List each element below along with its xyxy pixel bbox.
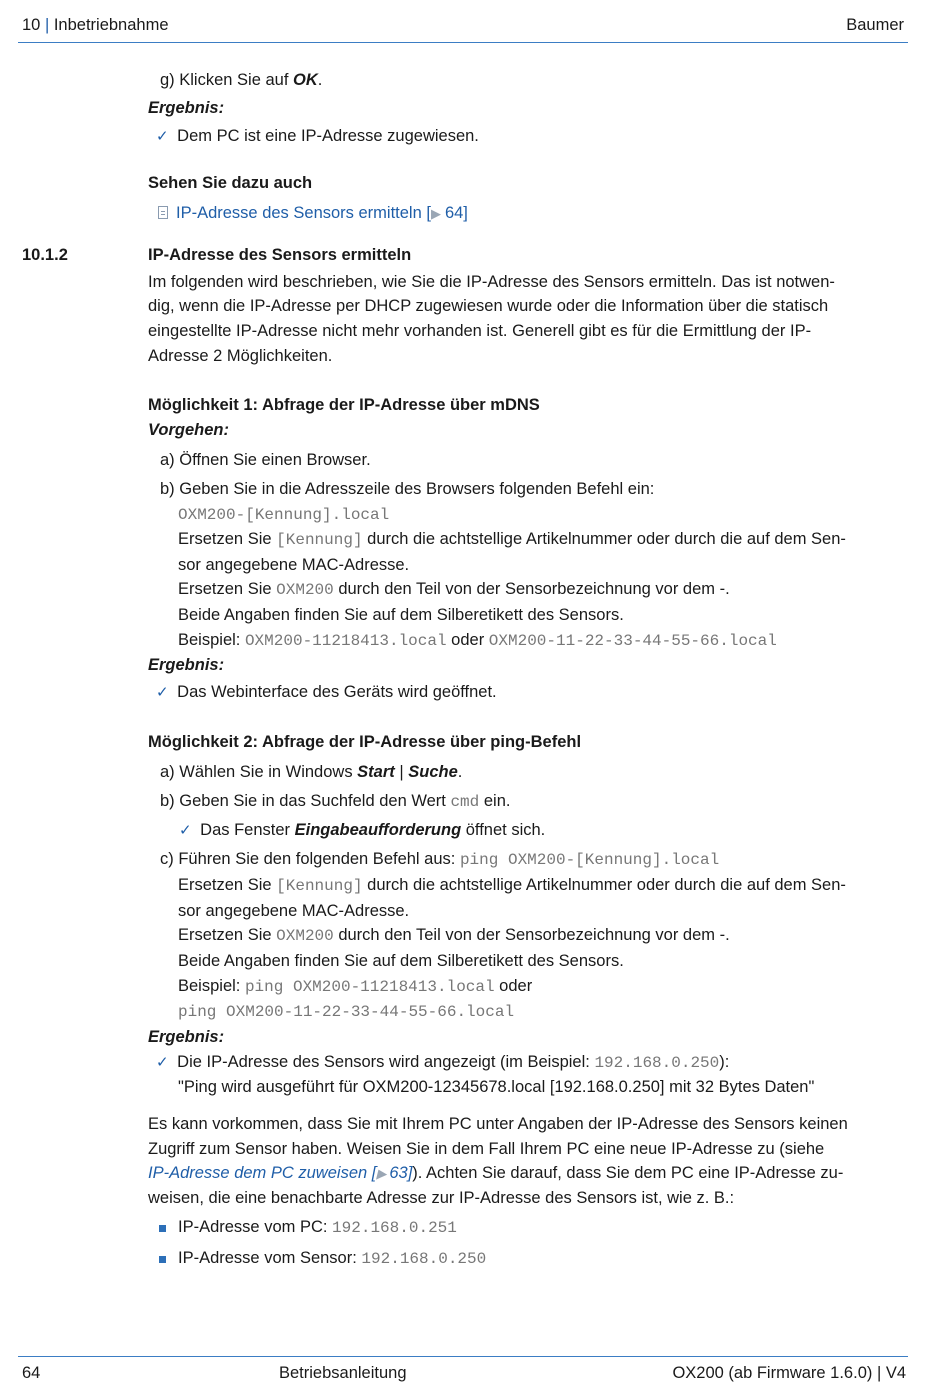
checkmark-icon: ✓ — [156, 684, 169, 701]
option2-replace2 — [178, 926, 730, 945]
intro-line-2: dig, wenn die IP-Adresse per DHCP zugewiesen wurde oder die Information über die statisch — [148, 297, 829, 315]
option1-replace2 — [178, 580, 730, 599]
text: c) Führen Sie den folgenden Befehl aus: — [160, 850, 460, 868]
option1-replace1 — [178, 530, 846, 549]
closing-line-3 — [148, 1164, 843, 1183]
option2-title: Möglichkeit 2: Abfrage der IP-Adresse über ping-Befehl — [148, 733, 582, 751]
result-line — [156, 127, 479, 146]
text: Ersetzen Sie — [178, 926, 277, 944]
closing-line-2: Zugriff zum Sensor haben. Weisen Sie in dem Fall Ihrem PC eine neue IP-Adresse zu (siehe — [148, 1140, 825, 1158]
text: ). Achten Sie darauf, dass Sie dem PC eine IP-Adresse zu- — [412, 1164, 844, 1182]
option2-sub-result — [179, 821, 545, 840]
result-text: Das Webinterface des Geräts wird geöffnet. — [177, 683, 497, 701]
document-icon — [158, 206, 168, 219]
closing-line-1: Es kann vorkommen, dass Sie mit Ihrem PC unter Angaben der IP-Adresse des Sensors keinen — [148, 1115, 848, 1133]
bullet-pc-ip — [178, 1218, 457, 1237]
text: Beispiel: — [178, 631, 245, 649]
square-bullet-icon — [159, 1225, 166, 1232]
code: OXM200-11218413.local — [244, 632, 447, 650]
checkmark-icon: ✓ — [156, 1054, 169, 1071]
code: ping OXM200-[Kennung].local — [459, 851, 720, 869]
code: OXM200 — [276, 581, 334, 599]
header-brand: Baumer — [846, 16, 904, 34]
square-bullet-icon — [159, 1256, 166, 1263]
code: OXM200-11-22-33-44-55-66.local — [488, 632, 777, 650]
pc-ip-link[interactable] — [148, 1164, 412, 1182]
see-also-link-text[interactable]: IP-Adresse des Sensors ermitteln [ — [176, 204, 431, 222]
code: [Kennung] — [276, 531, 363, 549]
text: Die IP-Adresse des Sensors wird angezeigt (im Beispiel: — [177, 1053, 595, 1071]
checkmark-icon: ✓ — [179, 822, 192, 839]
header-section-number — [22, 16, 169, 35]
footer-right: OX200 (ab Firmware 1.6.0) | V4 — [672, 1364, 906, 1382]
text: öffnet sich. — [461, 821, 546, 839]
see-also-page[interactable]: 64] — [444, 204, 468, 222]
option2-example-2: ping OXM200-11-22-33-44-55-66.local — [178, 1003, 515, 1021]
code: 192.168.0.251 — [332, 1219, 457, 1237]
option1-result-label: Ergebnis: — [148, 656, 225, 674]
text: oder — [446, 631, 489, 649]
option2-result-quote: "Ping wird ausgeführt für OXM200-12345678.local [192.168.0.250] mit 32 Bytes Daten" — [178, 1078, 815, 1096]
option2-example — [178, 977, 532, 996]
option2-both: Beide Angaben finden Sie auf dem Silberetikett des Sensors. — [178, 952, 624, 970]
option2-step-a — [160, 763, 462, 782]
text: IP-Adresse vom PC: — [178, 1218, 333, 1236]
option1-example — [178, 631, 777, 650]
text: ein. — [479, 792, 511, 810]
code: 192.168.0.250 — [594, 1054, 720, 1072]
header-separator: | — [44, 16, 50, 34]
intro-line-1: Im folgenden wird beschrieben, wie Sie die IP-Adresse des Sensors ermitteln. Das ist notwen- — [148, 273, 835, 291]
option1-step-a: a) Öffnen Sie einen Browser. — [160, 451, 371, 469]
code: 192.168.0.250 — [361, 1250, 487, 1268]
see-also-heading: Sehen Sie dazu auch — [148, 174, 313, 192]
text: oder — [494, 977, 533, 995]
text: IP-Adresse vom Sensor: — [178, 1249, 362, 1267]
text: Das Fenster — [200, 821, 295, 839]
footer-center: Betriebsanleitung — [279, 1364, 407, 1382]
footer-rule — [18, 1356, 908, 1357]
step-g-end: . — [317, 71, 323, 89]
header-section: 10 — [22, 16, 41, 34]
step-g-text: g) Klicken Sie auf — [160, 71, 293, 89]
text: durch den Teil von der Sensorbezeichnung vor dem -. — [333, 580, 730, 598]
option2-replace1 — [178, 876, 846, 895]
triangle-right-icon: ▶ — [430, 206, 441, 221]
section-title: IP-Adresse des Sensors ermitteln — [148, 246, 412, 264]
intro-line-3: eingestellte IP-Adresse nicht mehr vorhanden ist. Generell gibt es für die Ermittlung der IP- — [148, 322, 812, 340]
text: b) Geben Sie in das Suchfeld den Wert — [160, 792, 451, 810]
option2-result — [156, 1053, 729, 1072]
header-rule — [18, 42, 908, 43]
option1-title: Möglichkeit 1: Abfrage der IP-Adresse über mDNS — [148, 396, 540, 414]
text: Ersetzen Sie — [178, 580, 277, 598]
triangle-right-icon: ▶ — [376, 1166, 387, 1181]
code: [Kennung] — [276, 877, 363, 895]
option2-replace1-cont: sor angegebene MAC-Adresse. — [178, 902, 410, 920]
link-text[interactable]: IP-Adresse dem PC zuweisen [ — [148, 1164, 377, 1182]
step-g — [160, 71, 322, 90]
see-also-link[interactable] — [158, 204, 468, 223]
section-number: 10.1.2 — [22, 246, 68, 264]
text: a) Wählen Sie in Windows — [160, 763, 358, 781]
text: | — [394, 763, 409, 781]
text: durch die achtstellige Artikelnummer oder durch die auf dem Sen- — [362, 876, 846, 894]
checkmark-icon: ✓ — [156, 128, 169, 145]
procedure-label: Vorgehen: — [148, 421, 229, 439]
text: ): — [719, 1053, 730, 1071]
text: Beispiel: — [178, 977, 245, 995]
code: cmd — [450, 793, 480, 811]
result-text — [177, 1053, 729, 1071]
option1-replace1-cont: sor angegebene MAC-Adresse. — [178, 556, 410, 574]
text: durch den Teil von der Sensorbezeichnung vor dem -. — [333, 926, 730, 944]
option2-step-b — [160, 792, 510, 811]
code: ping OXM200-11218413.local — [244, 978, 495, 996]
text: Ersetzen Sie — [178, 530, 277, 548]
option1-result — [156, 683, 497, 702]
text: Ersetzen Sie — [178, 876, 277, 894]
link-page[interactable]: 63] — [389, 1164, 413, 1182]
closing-line-4: weisen, die eine benachbarte Adresse zur IP-Adresse des Sensors ist, wie z. B.: — [148, 1189, 735, 1207]
result-label: Ergebnis: — [148, 99, 225, 117]
ok-label: OK — [292, 71, 318, 89]
option2-step-c — [160, 850, 719, 869]
option1-cmd: OXM200-[Kennung].local — [178, 506, 390, 524]
code: OXM200 — [276, 927, 334, 945]
option2-result-label: Ergebnis: — [148, 1028, 225, 1046]
footer-page: 64 — [22, 1364, 41, 1382]
intro-line-4: Adresse 2 Möglichkeiten. — [148, 347, 333, 365]
option1-step-b: b) Geben Sie in die Adresszeile des Browsers folgenden Befehl ein: — [160, 480, 655, 498]
header-title: Inbetriebnahme — [53, 16, 169, 34]
search-label: Suche — [408, 763, 458, 781]
text: Eingabeaufforderung — [294, 821, 462, 839]
text: . — [457, 763, 463, 781]
start-label: Start — [357, 763, 395, 781]
text: durch die achtstellige Artikelnummer oder durch die auf dem Sen- — [362, 530, 846, 548]
bullet-sensor-ip — [178, 1249, 486, 1268]
option1-both: Beide Angaben finden Sie auf dem Silberetikett des Sensors. — [178, 606, 624, 624]
result-text: Dem PC ist eine IP-Adresse zugewiesen. — [177, 127, 479, 145]
sub-result-text — [200, 821, 545, 839]
